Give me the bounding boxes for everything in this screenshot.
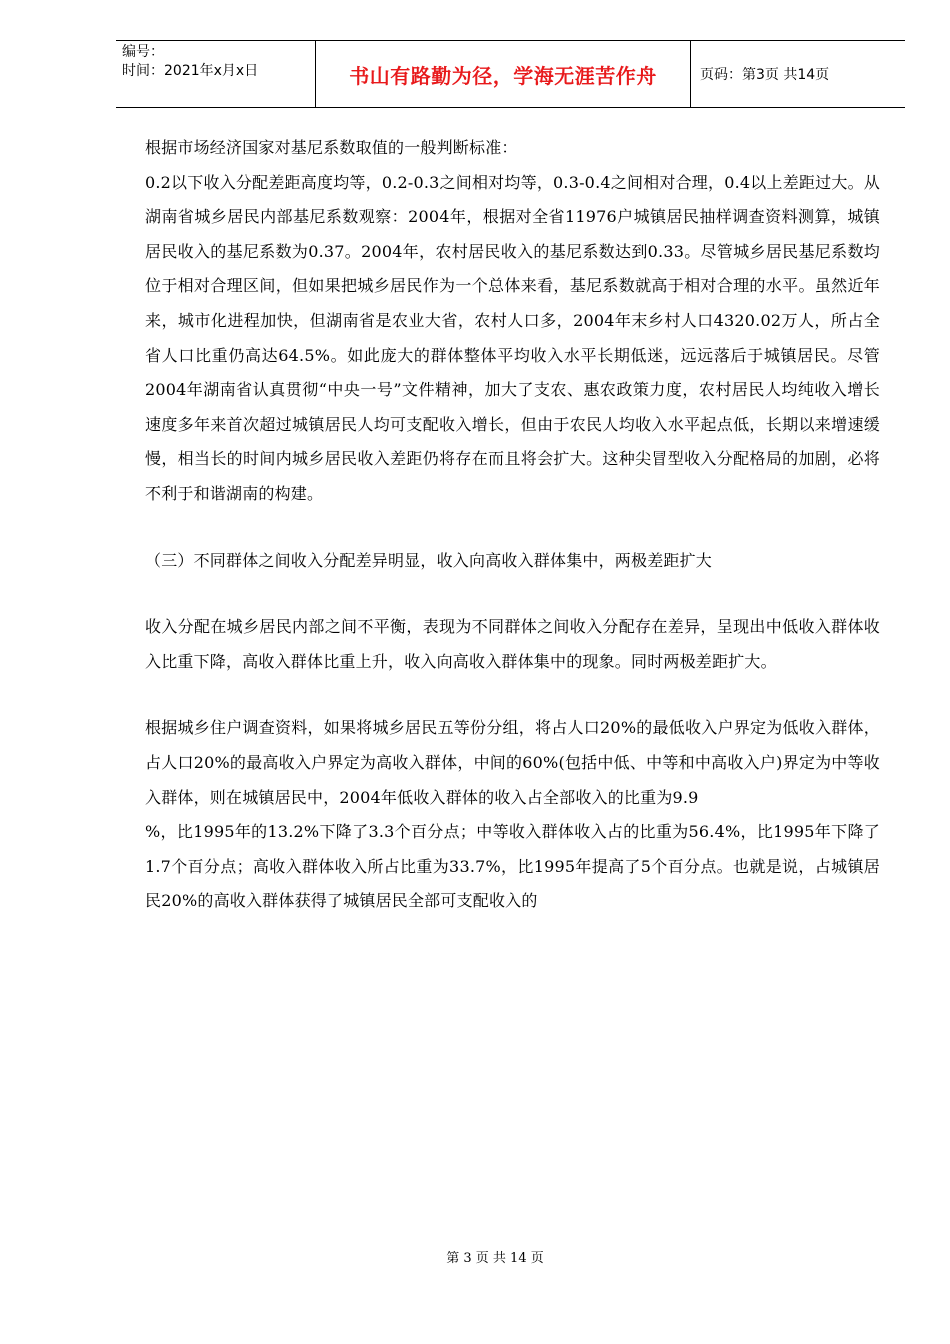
paragraph-gini-analysis: 0.2以下收入分配差距高度均等，0.2-0.3之间相对均等，0.3-0.4之间相对合理，0.4以上差距过大。从湖南省城乡居民内部基尼系数观察：2004年，根据对全省11976户城镇居民抽样调查资料测算，城镇居民收入的基尼系数为0.37。2004年，农村居民收入的基尼系数达到0.33。尽管城乡居民基尼系数均位于相对合理区间，但如果把城乡居民作为一个总体来看，基尼系数就高于相对合理的水平。虽然近年来，城市化进程加快，但湖南省是农业大省，农村人口多，2004年末乡村人口4320.02万人，所占全省人口比重仍高达64.5%。如此庞大的群体整体平均收入水平长期低迷，远远落后于城镇居民。尽管2004年湖南省认真贯彻“中央一号”文件精神，加大了支农、惠农政策力度，农村居民人均纯收入增长速度多年来首次超过城镇居民人均可支配收入增长，但由于农民人均收入水平起点低，长期以来增速缓慢，相当长的时间内城乡居民收入差距仍将存在而且将会扩大。这种尖冒型收入分配格局的加剧，必将不利于和谐湖南的构建。 bbox=[145, 172, 880, 503]
paragraph-income-imbalance: 收入分配在城乡居民内部之间不平衡，表现为不同群体之间收入分配存在差异，呈现出中低收入群体收入比重下降，高收入群体比重上升，收入向高收入群体集中的现象。同时两极差距扩大。 bbox=[145, 617, 880, 671]
header-page-info: 页码：第3页 共14页 bbox=[700, 67, 830, 83]
footer-page-number: 第 3 页 共 14 页 bbox=[446, 1251, 544, 1266]
paragraph-gini-standard-intro: 根据市场经济国家对基尼系数取值的一般判断标准： bbox=[145, 138, 518, 157]
header-motto-cell bbox=[316, 41, 691, 107]
page-footer bbox=[0, 1247, 950, 1266]
page-header bbox=[116, 40, 905, 108]
section-heading: （三）不同群体之间收入分配差异明显，收入向高收入群体集中，两极差距扩大 bbox=[145, 550, 713, 570]
header-meta-cell bbox=[116, 41, 316, 107]
paragraph-quintile-grouping: 根据城乡住户调查资料，如果将城乡居民五等份分组，将占人口20%的最低收入户界定为低收入群体，占人口20%的最高收入户界定为高收入群体，中间的60%(包括中低、中等和中高收入户)界定为中等收入群体，则在城镇居民中，2004年低收入群体的收入占全部收入的比重为9.9 bbox=[145, 718, 880, 807]
paragraph-quintile-shares: %，比1995年的13.2%下降了3.3个百分点；中等收入群体收入占的比重为56.4%，比1995年下降了1.7个百分点；高收入群体收入所占比重为33.7%，比1995年提高了5个百分点。也就是说，占城镇居民20%的高收入群体获得了城镇居民全部可支配收入的 bbox=[145, 822, 880, 911]
header-motto: 书山有路勤为径，学海无涯苦作舟 bbox=[349, 63, 657, 88]
time-label: 时间：2021年x月x日 bbox=[122, 63, 259, 79]
document-body bbox=[145, 131, 880, 919]
serial-label: 编号： bbox=[122, 44, 164, 60]
header-page-cell bbox=[691, 41, 905, 107]
